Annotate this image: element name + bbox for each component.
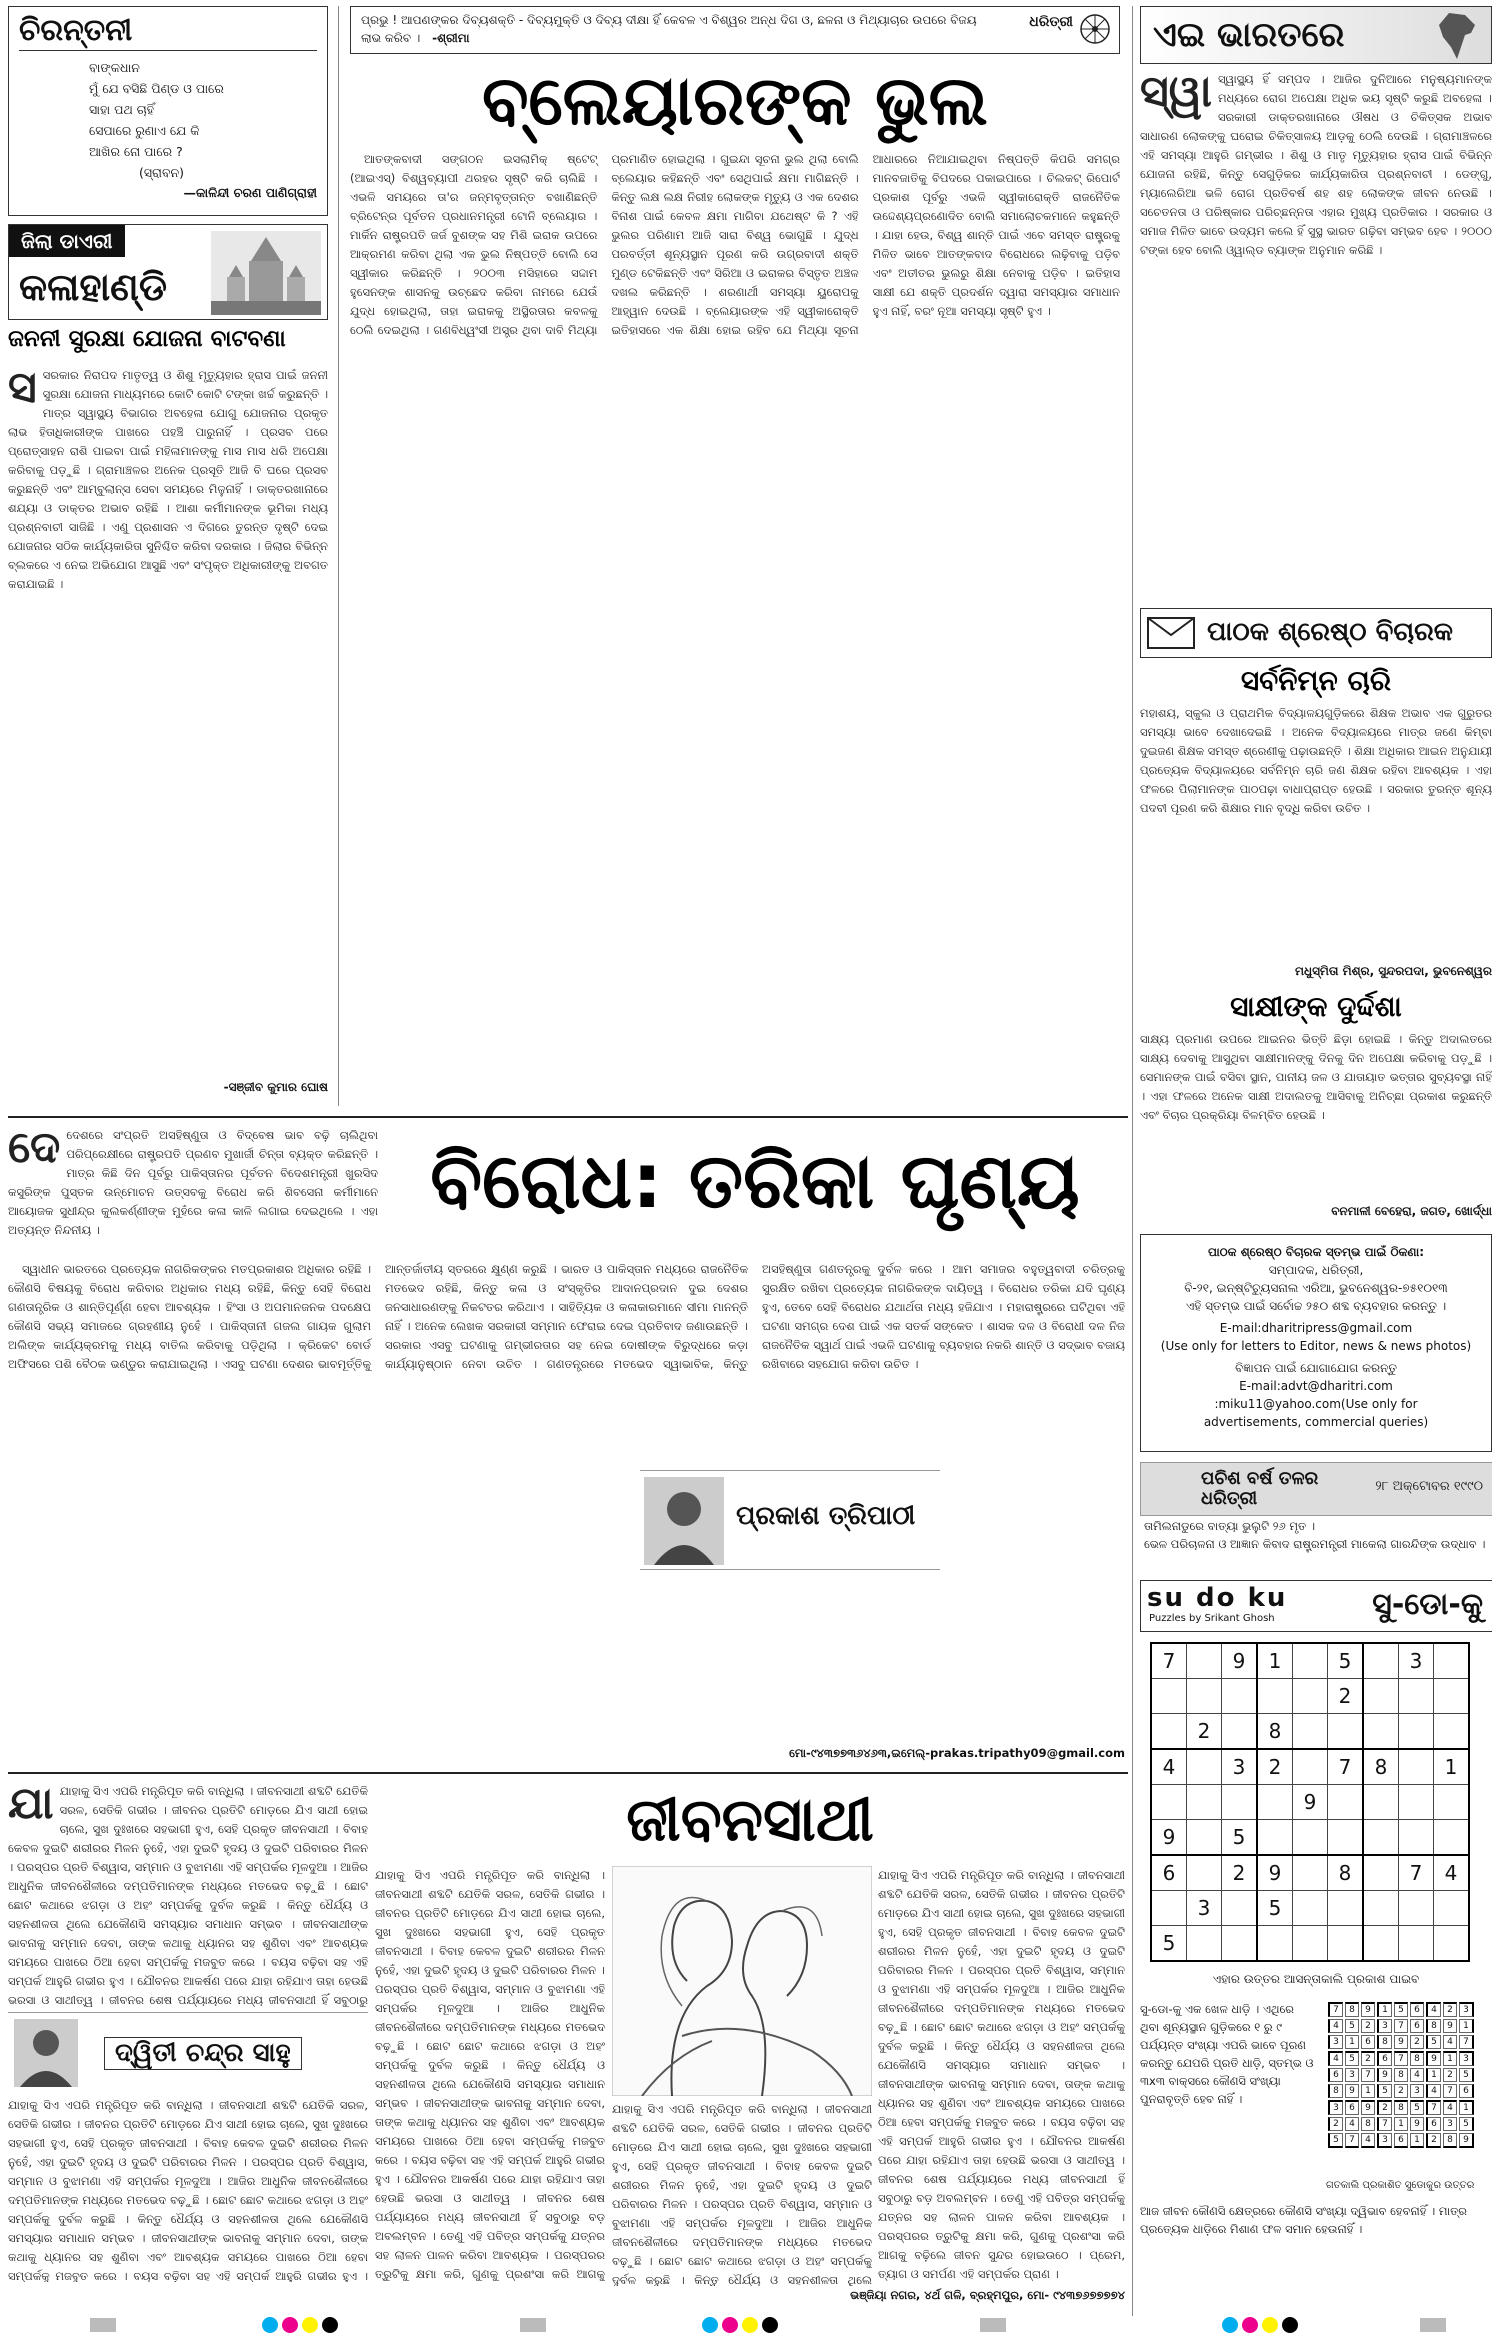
cyan-reg-mark (262, 2317, 278, 2333)
feature-author-contact: ଭଞ୍ଜିୟା ନଗର, ୪ର୍ଥ ଗଳି, ବ୍ରହ୍ମପୁର, ମୋ- ୯୪୩୭୬୭୭୭୭୪ (850, 2288, 1125, 2302)
letter1-title: ସର୍ବନିମ୍ନ ଚାରି (1240, 664, 1392, 697)
sudoku-grid-cell (1257, 1679, 1293, 1714)
sudoku-grid-cell: 3 (1399, 1643, 1434, 1679)
section-divider-2 (8, 1772, 1128, 1774)
sudoku-grid-cell (1328, 1926, 1364, 1962)
magenta-reg-mark (1242, 2317, 1258, 2333)
sudoku-grid-cell (1363, 1643, 1399, 1679)
solution-grid-cell: 6 (1459, 2084, 1474, 2098)
solution-grid-cell: 8 (1410, 2051, 1424, 2066)
solution-grid-cell: 9 (1426, 2051, 1441, 2066)
sudoku-grid-cell: 9 (1293, 1785, 1328, 1820)
sudoku-grid-cell (1434, 1785, 1470, 1820)
sudoku-grid-cell (1363, 1855, 1399, 1891)
author-byline-prakash (640, 1470, 940, 1570)
sudoku-brand-odia: ସୁ-ଡୋ-କୁ (1372, 1587, 1483, 1622)
solution-grid-cell: 4 (1328, 2051, 1343, 2066)
letters-banner (1140, 608, 1492, 658)
sudoku-tail: ଆଜ ଜୀବନ କୌଣସି କ୍ଷେତ୍ରରେ କୌଣସି ସଂଖ୍ୟା ଦ୍ୱିଭାବ ହେବନାହିଁ । ମାତ୍ର ପ୍ରତ୍ୟେକ ଧାଡ଼ିରେ ମିଶାଣ ଫଳ ସମାନ ହେଉନାହିଁ । (1140, 2204, 1468, 2236)
sudoku-grid-cell: 2 (1257, 1749, 1293, 1785)
solution-grid-cell: 5 (1377, 2084, 1392, 2098)
sudoku-grid-cell (1434, 1679, 1470, 1714)
sudoku-credit: Puzzles by Srikant Ghosh (1149, 1613, 1275, 1624)
envelope-icon (1147, 617, 1195, 649)
solution-grid-cell: 6 (1410, 2019, 1424, 2033)
temple-illustration (211, 231, 321, 315)
archive-box: ପଚିଶ ବର୍ଷ ତଳର ଧରିତ୍ରୀ ୨୮ ଅକ୍ଟୋବର ୧୯୯୦ ତାମିଲନାଡୁରେ ବାତ୍ୟା ଭୁଲୁଟି ୨୬ ମୃତ । ଭେଳ ପରିଚାଳନା ଓ ଆଜ୍ଞାନ କିବାଦ ରାଷ୍ଟ୍ରମନ୍ତ୍ରୀ ମାକେଲା ଗାରନ୍ଦିଙ୍କ ଉଦ୍ଧାବ । (1140, 1462, 1492, 1570)
solution-grid-cell: 3 (1328, 2100, 1343, 2115)
india-column-body: ସ୍ୱା ସ୍ୱାସ୍ଥ୍ୟ ହିଁ ସମ୍ପଦ । ଆଜିର ଦୁନିଆରେ ମନୁଷ୍ୟମାନଙ୍କ ମଧ୍ୟରେ ରୋଗ ଅପେକ୍ଷା ଅଧିକ ଭୟ ସୃଷ୍ଟି କରୁଛି ଅବହେଳା । ସରକାରୀ ଡାକ୍ତରଖାନାରେ ଔଷଧ ଓ ଚିକିତ୍ସକ ଅଭାବ ସାଧାରଣ ଲୋକଙ୍କୁ ଘରୋଇ ଚିକିତ୍ସାଳୟ ଆଡ଼କୁ ଠେଲି ଦେଉଛି । ଗ୍ରାମାଞ୍ଚଳରେ ଏହି ସମସ୍ୟା ଆହୁରି ଗମ୍ଭୀର । ଶିଶୁ ଓ ମାତୃ ମୃତ୍ୟୁହାର ହ୍ରାସ ପାଇଁ ବିଭିନ୍ନ ଯୋଜନା ରହିଛି, କିନ୍ତୁ ସେଗୁଡ଼ିକର କାର୍ଯ୍ୟକାରିତା ପ୍ରଶ୍ନବାଚୀ । ଡେଙ୍ଗୁ, ମ୍ୟାଲେରିଆ ଭଳି ରୋଗ ପ୍ରତିବର୍ଷ ଶହ ଶହ ଲୋକଙ୍କ ଜୀବନ ନେଉଛି । ସଚେତନତା ଓ ପରିଷ୍କାର ପରିଚ୍ଛନ୍ନତା ଏହାର ମୁଖ୍ୟ ପ୍ରତିକାର । ସରକାର ଓ ସମାଜ ମିଳିତ ଭାବେ ଉଦ୍ୟମ କଲେ ହିଁ ସୁସ୍ଥ ଭାରତ ଗଢ଼ିବା ସମ୍ଭବ ହେବ । ୨୦୦୦ ଟଙ୍କା ହେବ ବୋଲି ଓ୍ୱାଲ୍ଡ ବ୍ୟାଙ୍କ ଅନୁମାନ କରିଛି । (1140, 70, 1492, 257)
black-reg-mark (1282, 2317, 1298, 2333)
ads-email-link-2[interactable]: :miku11@yahoo.com(Use only for (1214, 1397, 1418, 1411)
sudoku-grid-cell (1222, 1891, 1258, 1926)
solution-grid-cell: 8 (1426, 2019, 1441, 2033)
yellow-reg-mark (742, 2317, 758, 2333)
cyan-reg-mark (1222, 2317, 1238, 2333)
feature-body-col3: ଯାହାକୁ ସିଏ ଏପରି ମନ୍ତ୍ରିପୂତ କରି ବାନ୍ଧିଲା । ଜୀବନସାଥୀ ଶବ୍ଦଟି ଯେତିକି ସରଳ, ସେତିକି ଗଭୀର । ଜୀବନର ପ୍ରତିଟି ମୋଡ଼ରେ ଯିଏ ସାଥୀ ହୋଇ ଚାଲେ, ସୁଖ ଦୁଃଖରେ ସହଭାଗୀ ହୁଏ, ସେହି ପ୍ରକୃତ ଜୀବନସାଥୀ । ବିବାହ କେବଳ ଦୁଇଟି ଶରୀରର ମିଳନ ନୁହେଁ, ଏହା ଦୁଇଟି ହୃଦୟ ଓ ଦୁଇଟି ପରିବାରର ମିଳନ । ପରସ୍ପର ପ୍ରତି ବିଶ୍ୱାସ, ସମ୍ମାନ ଓ ବୁଝାମଣା ଏହି ସମ୍ପର୍କର ମୂଳଦୁଆ । ଆଜିର ଆଧୁନିକ ଜୀବନଶୈଳୀରେ ଦମ୍ପତିମାନଙ୍କ ମଧ୍ୟରେ ମତଭେଦ ବଢ଼ୁଛି । ଛୋଟ ଛୋଟ କଥାରେ ଝଗଡ଼ା ଓ ଅହଂ ସମ୍ପର୍କକୁ ଦୁର୍ବଳ କରୁଛି । କିନ୍ତୁ ଧୈର୍ଯ୍ୟ ଓ ସହନଶୀଳତା ଥିଲେ (612, 2102, 872, 2286)
solution-grid-cell: 1 (1345, 2035, 1359, 2049)
solution-grid-cell: 5 (1410, 2100, 1424, 2115)
sudoku-grid-cell: 5 (1257, 1891, 1293, 1926)
solution-grid-cell: 9 (1394, 2035, 1408, 2049)
sudoku-grid-cell: 4 (1434, 1855, 1470, 1891)
solution-grid-cell: 2 (1377, 2100, 1392, 2115)
couple-illustration (612, 1866, 872, 2096)
magenta-reg-mark (722, 2317, 738, 2333)
sudoku-grid-cell: 7 (1151, 1643, 1187, 1679)
solution-grid-cell: 3 (1345, 2068, 1359, 2082)
letter2-title: ସାକ୍ଷୀଙ୍କ ଦୁର୍ଦ୍ଦଶା (1230, 990, 1402, 1023)
editorial2-author-name: ପ୍ରକାଶ ତ୍ରିପାଠୀ (736, 1501, 916, 1531)
feature-body-bottom: ଯାହାକୁ ସିଏ ଏପରି ମନ୍ତ୍ରିପୂତ କରି ବାନ୍ଧିଲା । ଜୀବନସାଥୀ ଶବ୍ଦଟି ଯେତିକି ସରଳ, ସେତିକି ଗଭୀର । ଜୀବନର ପ୍ରତିଟି ମୋଡ଼ରେ ଯିଏ ସାଥୀ ହୋଇ ଚାଲେ, ସୁଖ ଦୁଃଖରେ ସହଭାଗୀ ହୁଏ, ସେହି ପ୍ରକୃତ ଜୀବନସାଥୀ । ବିବାହ କେବଳ ଦୁଇଟି ଶରୀରର ମିଳନ ନୁହେଁ, ଏହା ଦୁଇଟି ହୃଦୟ ଓ ଦୁଇଟି ପରିବାରର ମିଳନ । ପରସ୍ପର ପ୍ରତି ବିଶ୍ୱାସ, ସମ୍ମାନ ଓ ବୁଝାମଣା ଏହି ସମ୍ପର୍କର ମୂଳଦୁଆ । ଆଜିର ଆଧୁନିକ ଜୀବନଶୈଳୀରେ ଦମ୍ପତିମାନଙ୍କ ମଧ୍ୟରେ ମତଭେଦ ବଢ଼ୁଛି । ଛୋଟ ଛୋଟ କଥାରେ ଝଗଡ଼ା ଓ ଅହଂ ସମ୍ପର୍କକୁ ଦୁର୍ବଳ କରୁଛି । କିନ୍ତୁ ଧୈର୍ଯ୍ୟ ଓ ସହନଶୀଳତା ଥିଲେ ଯେକୌଣସି ସମସ୍ୟାର ସମାଧାନ ସମ୍ଭବ । ଜୀବନସାଥୀଙ୍କ ଭାବନାକୁ ସମ୍ମାନ ଦେବା, ତାଙ୍କ କଥାକୁ ଧ୍ୟାନର ସହ ଶୁଣିବା ଏବଂ ଆବଶ୍ୟକ ସମୟରେ ପାଖରେ ଠିଆ ହେବା ସମ୍ପର୍କକୁ ମଜବୁତ କରେ । ବୟସ ବଢ଼ିବା ସହ ଏହି ସମ୍ପର୍କ ଆହୁରି ଗଭୀର ହୁଏ । (8, 2098, 368, 2282)
editorial1-body: ଆତଙ୍କବାଦୀ ସଙ୍ଗଠନ ଇସଲାମିକ୍ ଷ୍ଟେଟ୍ (ଆଇଏସ୍) ବିଶ୍ୱବ୍ୟାପୀ ଥରହର ସୃଷ୍ଟି କରି ଚାଲିଛି । ଏଭଳି ସମୟରେ ତା'ର ଜନ୍ମବୃତ୍ତାନ୍ତ ବଖାଣିଛନ୍ତି ବ୍ରିଟେନ୍‌ର ପୂର୍ବତନ ପ୍ରଧାନମନ୍ତ୍ରୀ ଟୋନି ବ୍ଲେୟାର । ମାର୍କିନ ରାଷ୍ଟ୍ରପତି ଜର୍ଜ ବୁଶଙ୍କ ସହ ମିଶି ଇରାକ ଉପରେ ଆକ୍ରମଣ କରିବା ଥିଲା ଏକ ଭୁଲ ନିଷ୍ପତ୍ତି ବୋଲି ସେ ସ୍ୱୀକାର କରିଛନ୍ତି । ୨୦୦୩ ମସିହାରେ ସଦ୍ଦାମ ହୁସେନଙ୍କ ଶାସନକୁ ଉଚ୍ଛେଦ କରିବା ନାମରେ ଯେଉଁ ଯୁଦ୍ଧ ହୋଇଥିଲା, ତାହା ଇରାକକୁ ଅସ୍ଥିରତାର କବଳକୁ ଠେଲି ଦେଇଥିଲା । ଗଣବିଧ୍ୱଂସୀ ଅସ୍ତ୍ର ଥିବା ଦାବି ମିଥ୍ୟା ପ୍ରମାଣିତ ହୋଇଥିଲା । ଗୁଇନ୍ଦା ସୂଚନା ଭୁଲ ଥିଲା ବୋଲି ବ୍ଲେୟାର କହିଛନ୍ତି ଏବଂ ସେଥିପାଇଁ କ୍ଷମା ମାଗିଛନ୍ତି । କିନ୍ତୁ ଲକ୍ଷ ଲକ୍ଷ ନିରୀହ ଲୋକଙ୍କ ମୃତ୍ୟୁ ଓ ଏକ ଦେଶର ବିନାଶ ପାଇଁ କେବଳ କ୍ଷମା ମାଗିବା ଯଥେଷ୍ଟ କି ? ଏହି ଭୁଲର ପରିଣାମ ଆଜି ସାରା ବିଶ୍ୱ ଭୋଗୁଛି । ଯୁଦ୍ଧ ପରବର୍ତ୍ତୀ ଶୂନ୍ୟସ୍ଥାନ ପୂରଣ କରି ଉଗ୍ରବାଦୀ ଶକ୍ତି ମୁଣ୍ଡ ଟେକିଛନ୍ତି ଏବଂ ସିରିଆ ଓ ଇରାକର ବିସ୍ତୃତ ଅଞ୍ଚଳ ଦଖଲ କରିଛନ୍ତି । ଶରଣାର୍ଥୀ ସମସ୍ୟା ୟୁରୋପକୁ ଆହ୍ୱାନ ଦେଉଛି । ବ୍ଲେୟାରଙ୍କ ଏହି ସ୍ୱୀକାରୋକ୍ତି ଇତିହାସରେ ଏକ ଶିକ୍ଷା ହୋଇ ରହିବ ଯେ ମିଥ୍ୟା ସୂଚନା ଆଧାରରେ ନିଆଯାଇଥିବା ନିଷ୍ପତ୍ତି କିପରି ସମଗ୍ର ମାନବଜାତିକୁ ବିପଦରେ ପକାଇପାରେ । ଚିଲକଟ୍ ରିପୋର୍ଟ ପ୍ରକାଶ ପୂର୍ବରୁ ଏଭଳି ସ୍ୱୀକାରୋକ୍ତି ରାଜନୈତିକ ଉଦ୍ଦେଶ୍ୟପ୍ରଣୋଦିତ ବୋଲି ସମାଲୋଚକମାନେ କହୁଛନ୍ତି । ଯାହା ହେଉ, ବିଶ୍ୱ ଶାନ୍ତି ପାଇଁ ଏବେ ସମସ୍ତ ରାଷ୍ଟ୍ରକୁ ମିଳିତ ଭାବେ ଆତଙ୍କବାଦ ବିରୋଧରେ ଲଢ଼ିବାକୁ ପଡ଼ିବ ଏବଂ ଅତୀତର ଭୁଲରୁ ଶିକ୍ଷା ନେବାକୁ ପଡ଼ିବ । ଇତିହାସ ସାକ୍ଷୀ ଯେ ଶକ୍ତି ପ୍ରଦର୍ଶନ ଦ୍ୱାରା ସମସ୍ୟାର ସମାଧାନ ହୁଏ ନାହିଁ, ବରଂ ନୂଆ ସମସ୍ୟା ସୃଷ୍ଟି ହୁଏ । (350, 152, 1120, 337)
solution-grid-cell: 2 (1410, 2035, 1424, 2049)
solution-grid-cell: 5 (1394, 2002, 1408, 2017)
solution-grid-cell: 6 (1377, 2051, 1392, 2066)
solution-grid-cell: 2 (1328, 2117, 1343, 2131)
solution-grid-cell: 9 (1377, 2068, 1392, 2082)
archive-banner (1140, 1462, 1492, 1516)
print-mark (520, 2318, 546, 2332)
solution-grid-cell: 6 (1361, 2035, 1375, 2049)
solution-grid-cell: 4 (1443, 2100, 1457, 2115)
solution-grid-cell: 2 (1443, 2002, 1457, 2017)
ads-email-link[interactable]: E-mail:advt@dharitri.com (1239, 1379, 1393, 1393)
sudoku-grid-cell (1328, 1785, 1364, 1820)
solution-grid-cell: 2 (1361, 2051, 1375, 2066)
feature-body-left: ଯା ଯାହାକୁ ସିଏ ଏପରି ମନ୍ତ୍ରିପୂତ କରି ବାନ୍ଧିଲା । ଜୀବନସାଥୀ ଶବ୍ଦଟି ଯେତିକି ସରଳ, ସେତିକି ଗଭୀର । ଜୀବନର ପ୍ରତିଟି ମୋଡ଼ରେ ଯିଏ ସାଥୀ ହୋଇ ଚାଲେ, ସୁଖ ଦୁଃଖରେ ସହଭାଗୀ ହୁଏ, ସେହି ପ୍ରକୃତ ଜୀବନସାଥୀ । ବିବାହ କେବଳ ଦୁଇଟି ଶରୀରର ମିଳନ ନୁହେଁ, ଏହା ଦୁଇଟି ହୃଦୟ ଓ ଦୁଇଟି ପରିବାରର ମିଳନ । ପରସ୍ପର ପ୍ରତି ବିଶ୍ୱାସ, ସମ୍ମାନ ଓ ବୁଝାମଣା ଏହି ସମ୍ପର୍କର ମୂଳଦୁଆ । ଆଜିର ଆଧୁନିକ ଜୀବନଶୈଳୀରେ ଦମ୍ପତିମାନଙ୍କ ମଧ୍ୟରେ ମତଭେଦ ବଢ଼ୁଛି । ଛୋଟ ଛୋଟ କଥାରେ ଝଗଡ଼ା ଓ ଅହଂ ସମ୍ପର୍କକୁ ଦୁର୍ବଳ କରୁଛି । କିନ୍ତୁ ଧୈର୍ଯ୍ୟ ଓ ସହନଶୀଳତା ଥିଲେ ଯେକୌଣସି ସମସ୍ୟାର ସମାଧାନ ସମ୍ଭବ । ଜୀବନସାଥୀଙ୍କ ଭାବନାକୁ ସମ୍ମାନ ଦେବା, ତାଙ୍କ କଥାକୁ ଧ୍ୟାନର ସହ ଶୁଣିବା ଏବଂ ଆବଶ୍ୟକ ସମୟରେ ପାଖରେ ଠିଆ ହେବା ସମ୍ପର୍କକୁ ମଜବୁତ କରେ । ବୟସ ବଢ଼ିବା ସହ ଏହି ସମ୍ପର୍କ ଆହୁରି ଗଭୀର ହୁଏ । ଯୌବନର ଆକର୍ଷଣ ପରେ ଯାହା ରହିଯାଏ ତାହା ହେଉଛି ଭରସା ଓ ସାଥୀତ୍ୱ । ଜୀବନର ଶେଷ ପର୍ଯ୍ୟାୟରେ ମଧ୍ୟ ଜୀବନସାଥୀ ହିଁ ସବୁଠାରୁ (8, 1782, 368, 2007)
quote-box (350, 6, 1120, 54)
sudoku-grid (1150, 1642, 1470, 1962)
feature-author-byline (8, 2012, 368, 2090)
sudoku-grid-cell (1222, 1679, 1258, 1714)
solution-grid-cell: 3 (1377, 2133, 1392, 2148)
archive-date: ୨୮ ଅକ୍ଟୋବର ୧୯୯୦ (1375, 1479, 1483, 1494)
sudoku-grid-cell (1293, 1749, 1328, 1785)
quote-paper-name: ଧରିତ୍ରୀ (1029, 14, 1073, 30)
solution-grid-wrap (1326, 2000, 1476, 2150)
solution-grid-cell: 7 (1328, 2002, 1343, 2017)
solution-grid-cell: 1 (1426, 2068, 1441, 2082)
india-column-header (1140, 6, 1492, 64)
column-rule (338, 6, 339, 1106)
solution-grid-cell: 4 (1328, 2019, 1343, 2033)
sudoku-grid-cell (1187, 1855, 1222, 1891)
solution-grid-cell: 7 (1377, 2117, 1392, 2131)
solution-grid-cell: 4 (1410, 2068, 1424, 2082)
solution-grid-cell: 4 (1426, 2002, 1441, 2017)
solution-grid-cell: 1 (1459, 2019, 1474, 2033)
solution-grid-cell: 9 (1410, 2117, 1424, 2131)
author-photo (644, 1477, 724, 1565)
sudoku-grid-cell (1434, 1926, 1470, 1962)
sudoku-grid-cell: 3 (1222, 1749, 1258, 1785)
black-reg-mark (322, 2317, 338, 2333)
drop-cap: ସ (8, 366, 37, 413)
letter2-author: ବନମାଳୀ ବେହେରା, ଜଗତ, ଖୋର୍ଦ୍ଧା (1331, 1204, 1492, 1218)
poem-box (8, 6, 328, 216)
editorial2-headline: ବିରୋଧ: ତରିକା ଘୃଣ୍ୟ (430, 1136, 1080, 1225)
solution-grid-cell: 6 (1410, 2002, 1424, 2017)
sudoku-grid-cell (1434, 1714, 1470, 1750)
solution-grid-cell: 3 (1328, 2035, 1343, 2049)
feature-author-photo (14, 2019, 78, 2087)
solution-grid-cell: 6 (1426, 2117, 1441, 2131)
print-mark (90, 2318, 116, 2332)
sudoku-grid-cell (1222, 1785, 1258, 1820)
sudoku-grid-cell: 7 (1328, 1749, 1364, 1785)
sudoku-grid-cell: 9 (1257, 1855, 1293, 1891)
right-column-rule (1132, 6, 1133, 2316)
sudoku-grid-cell (1328, 1714, 1364, 1750)
sudoku-grid-cell: 8 (1257, 1714, 1293, 1750)
solution-grid-cell: 8 (1361, 2117, 1375, 2131)
sudoku-grid-cell (1257, 1785, 1293, 1820)
sudoku-grid-cell (1187, 1749, 1222, 1785)
poem-title: ଚିରନ୍ତନୀ (19, 13, 317, 51)
editorial2-contact: ମୋ-୯୪୩୭୭୩୬୪୬୩,ଇମେଲ୍-prakas.tripathy09@gmail.com (789, 1746, 1125, 1760)
solution-grid-cell: 5 (1328, 2133, 1343, 2148)
diary-district: କଳାହାଣ୍ଡି (19, 265, 168, 309)
sudoku-brand: su do ku (1147, 1583, 1288, 1613)
solution-grid-cell: 7 (1361, 2068, 1375, 2082)
letter1-author: ମଧୁସ୍ମିତା ମିଶ୍ର, ସୁନ୍ଦରପଦା, ଭୁବନେଶ୍ୱର (1294, 964, 1492, 978)
solution-grid-cell: 4 (1345, 2117, 1359, 2131)
solution-grid-cell: 2 (1361, 2019, 1375, 2033)
sudoku-grid-cell (1187, 1820, 1222, 1856)
solution-grid-cell: 9 (1361, 2100, 1375, 2115)
wheel-icon (1079, 13, 1111, 45)
sudoku-grid-cell: 5 (1328, 1643, 1364, 1679)
sudoku-grid-cell (1293, 1926, 1328, 1962)
sudoku-header (1140, 1580, 1492, 1632)
sudoku-grid-cell (1328, 1820, 1364, 1856)
sudoku-grid-cell: 8 (1328, 1855, 1364, 1891)
solution-grid-cell: 8 (1394, 2068, 1408, 2082)
contact-box: ପାଠକ ଶ୍ରେଷ୍ଠ ବିଚାରକ ସ୍ତମ୍ଭ ପାଇଁ ଠିକଣା: ସମ୍ପାଦକ, ଧରିତ୍ରୀ, ବି-୨୧, ଇନ୍‌ଷ୍ଟିଚ୍ୟୁସନାଲ ଏରିଆ, ଭୁବନେଶ୍ୱର-୭୫୧୦୧୩ ଏହି ସ୍ତମ୍ଭ ପାଇଁ ସର୍ବୋଚ୍ଚ ୨୫୦ ଶବ୍ଦ ବ୍ୟବହାର କରନ୍ତୁ । E-mail:dharitripress@gmail.com (Use only for letters to Editor, news & news photos) ବିଜ୍ଞାପନ ପାଇଁ ଯୋଗାଯୋଗ କରନ୍ତୁ E-mail:advt@dharitri.com :miku11@yahoo.com(Use only for advertisements, commercial queries) (1140, 1234, 1492, 1452)
diary-label: ଜିଲା ଡାଏରୀ (9, 225, 125, 257)
solution-grid-cell: 1 (1410, 2133, 1424, 2148)
sudoku-grid-cell (1399, 1926, 1434, 1962)
archive-title: ପଚିଶ ବର୍ଷ ତଳର ଧରିତ୍ରୀ (1201, 1468, 1319, 1509)
solution-grid-cell: 9 (1345, 2084, 1359, 2098)
editorial2-body: ସ୍ୱାଧୀନ ଭାରତରେ ପ୍ରତ୍ୟେକ ନାଗରିକଙ୍କର ମତପ୍ରକାଶର ଅଧିକାର ରହିଛି । କୌଣସି ବିଷୟକୁ ବିରୋଧ କରିବାର ଅଧିକାର ମଧ୍ୟ ରହିଛି, କିନ୍ତୁ ସେହି ବିରୋଧ ଗଣତାନ୍ତ୍ରିକ ଓ ଶାନ୍ତିପୂର୍ଣ୍ଣ ହେବା ଆବଶ୍ୟକ । ହିଂସା ଓ ଅପମାନଜନକ ପଦକ୍ଷେପ କୌଣସି ସଭ୍ୟ ସମାଜରେ ଗ୍ରହଣୀୟ ନୁହେଁ । ପାକିସ୍ତାନୀ ଗଜଲ ଗାୟକ ଗୁଲାମ ଅଲିଙ୍କ କାର୍ଯ୍ୟକ୍ରମକୁ ମଧ୍ୟ ବାତିଲ କରିବାକୁ ପଡ଼ିଥିଲା । କ୍ରିକେଟ ବୋର୍ଡ ଅଫିସରେ ପଶି ବୈଠକ ଭଣ୍ଡୁର କରାଯାଇଥିଲା । ଏସବୁ ଘଟଣା ଦେଶର ଭାବମୂର୍ତ୍ତିକୁ ଆନ୍ତର୍ଜାତୀୟ ସ୍ତରରେ କ୍ଷୁଣ୍ଣ କରୁଛି । ଭାରତ ଓ ପାକିସ୍ତାନ ମଧ୍ୟରେ ରାଜନୈତିକ ମତଭେଦ ରହିଛି, କିନ୍ତୁ କଳା ଓ ସଂସ୍କୃତିର ଆଦାନପ୍ରଦାନ ଦୁଇ ଦେଶର ଜନସାଧାରଣଙ୍କୁ ନିକଟତର କରିଥାଏ । ସାହିତ୍ୟିକ ଓ କଳାକାରମାନେ ସୀମା ମାନନ୍ତି ନାହିଁ । ଅନେକ ଲେଖକ ସରକାରୀ ସମ୍ମାନ ଫେରାଇ ଦେଇ ପ୍ରତିବାଦ ଜଣାଉଛନ୍ତି । ସରକାର ଏସବୁ ଘଟଣାକୁ ଗମ୍ଭୀରତାର ସହ ନେଇ ଦୋଷୀଙ୍କ ବିରୁଦ୍ଧରେ କଡ଼ା କାର୍ଯ୍ୟାନୁଷ୍ଠାନ ନେବା ଉଚିତ । ଗଣତନ୍ତ୍ରରେ ମତଭେଦ ସ୍ୱାଭାବିକ, କିନ୍ତୁ ଅସହିଷ୍ଣୁତା ଗଣତନ୍ତ୍ରକୁ ଦୁର୍ବଳ କରେ । ଆମ ସମାଜର ବହୁତ୍ୱବାଦୀ ଚରିତ୍ରକୁ ସୁରକ୍ଷିତ ରଖିବା ପ୍ରତ୍ୟେକ ନାଗରିକଙ୍କ ଦାୟିତ୍ୱ । ବିରୋଧର ତରିକା ଯଦି ଘୃଣ୍ୟ ହୁଏ, ତେବେ ସେହି ବିରୋଧର ଯଥାର୍ଥତା ମଧ୍ୟ ହଜିଯାଏ । ମହାରାଷ୍ଟ୍ରରେ ଘଟିଥିବା ଏହି ଘଟଣା ସମଗ୍ର ଦେଶ ପାଇଁ ଏକ ସତର୍କ ସଙ୍କେତ । ଶାସକ ଦଳ ଓ ବିରୋଧୀ ଦଳ ନିଜ ରାଜନୈତିକ ସ୍ୱାର୍ଥ ପାଇଁ ଏଭଳି ଘଟଣାକୁ ବ୍ୟବହାର ନକରି ଶାନ୍ତି ଓ ସଦ୍ଭାବ ବଜାୟ ରଖିବାରେ ସହଯୋଗ କରିବା ଉଚିତ । (8, 1262, 1125, 1371)
sudoku-grid-cell: 3 (1187, 1891, 1222, 1926)
sudoku-grid-cell (1434, 1643, 1470, 1679)
sudoku-grid-cell: 2 (1328, 1679, 1364, 1714)
letter1-body: ମହାଶୟ, ସ୍କୁଲ ଓ ପ୍ରାଥମିକ ବିଦ୍ୟାଳୟଗୁଡ଼ିକରେ ଶିକ୍ଷକ ଅଭାବ ଏକ ଗୁରୁତର ସମସ୍ୟା ଭାବେ ଦେଖାଦେଇଛି । ଅନେକ ବିଦ୍ୟାଳୟରେ ମାତ୍ର ଜଣେ କିମ୍ବା ଦୁଇଜଣ ଶିକ୍ଷକ ସମସ୍ତ ଶ୍ରେଣୀକୁ ପଢ଼ାଉଛନ୍ତି । ଶିକ୍ଷା ଅଧିକାର ଆଇନ ଅନୁଯାୟୀ ପ୍ରତ୍ୟେକ ବିଦ୍ୟାଳୟରେ ସର୍ବନିମ୍ନ ଚାରି ଜଣ ଶିକ୍ଷକ ରହିବା ଆବଶ୍ୟକ । ଏହା ଫଳରେ ପିଲାମାନଙ୍କ ପାଠପଢ଼ା ବାଧାପ୍ରାପ୍ତ ହେଉଛି । ସରକାର ତୁରନ୍ତ ଶୂନ୍ୟ ପଦବୀ ପୂରଣ କରି ଶିକ୍ଷାର ମାନ ବୃଦ୍ଧି କରିବା ଉଚିତ । (1140, 706, 1492, 815)
sudoku-grid-cell (1363, 1820, 1399, 1856)
sudoku-grid-cell (1399, 1785, 1434, 1820)
solution-grid-cell: 4 (1443, 2035, 1457, 2049)
solution-grid (1326, 2000, 1476, 2150)
solution-grid-cell: 1 (1394, 2117, 1408, 2131)
sudoku-grid-cell: 9 (1151, 1820, 1187, 1856)
quote-author: -ଶ୍ରୀମା (432, 31, 470, 45)
solution-grid-cell: 8 (1443, 2133, 1457, 2148)
sudoku-grid-cell: 5 (1222, 1820, 1258, 1856)
feature-author-name: ଦ୍ୱିତୀ ଚନ୍ଦ୍ର ସାହୁ (104, 2037, 302, 2070)
solution-grid-cell: 3 (1443, 2117, 1457, 2131)
solution-grid-cell: 2 (1394, 2084, 1408, 2098)
solution-grid-cell: 4 (1426, 2084, 1441, 2098)
solution-grid-cell: 8 (1394, 2100, 1408, 2115)
solution-grid-cell: 7 (1394, 2051, 1408, 2066)
sudoku-grid-cell (1151, 1679, 1187, 1714)
sudoku-grid-cell (1399, 1714, 1434, 1750)
sudoku-grid-cell: 2 (1222, 1855, 1258, 1891)
sudoku-grid-cell: 1 (1434, 1749, 1470, 1785)
editor-email-link[interactable]: E-mail:dharitripress@gmail.com (1219, 1321, 1413, 1335)
solution-grid-cell: 4 (1361, 2133, 1375, 2148)
sudoku-grid-cell: 7 (1399, 1855, 1434, 1891)
solution-grid-cell: 5 (1345, 2019, 1359, 2033)
sudoku-grid-cell (1257, 1820, 1293, 1856)
sudoku-grid-cell: 8 (1363, 1749, 1399, 1785)
solution-grid-cell: 5 (1345, 2051, 1359, 2066)
solution-grid-cell: 7 (1443, 2084, 1457, 2098)
letter2-body: ସାକ୍ଷ୍ୟ ପ୍ରମାଣ ଉପରେ ଆଇନର ଭିତ୍ତି ଛିଡ଼ା ହୋଇଛି । କିନ୍ତୁ ଅଦାଲତରେ ସାକ୍ଷ୍ୟ ଦେବାକୁ ଆସୁଥିବା ସାକ୍ଷୀମାନଙ୍କୁ ଦିନକୁ ଦିନ ଅପେକ୍ଷା କରିବାକୁ ପଡ଼ୁଛି । ସେମାନଙ୍କ ପାଇଁ ବସିବା ସ୍ଥାନ, ପାନୀୟ ଜଳ ଓ ଯାତାୟାତ ଭତ୍ତାର ସୁବ୍ୟବସ୍ଥା ନାହିଁ । ଏହା ଫଳରେ ଅନେକ ସାକ୍ଷୀ ଅଦାଲତକୁ ଆସିବାକୁ ଅନିଚ୍ଛା ପ୍ରକାଶ କରୁଛନ୍ତି ଏବଂ ବିଚାର ପ୍ରକ୍ରିୟା ବିଳମ୍ବିତ ହେଉଛି । (1140, 1032, 1492, 1122)
india-column-title: ଏଇ ଭାରତରେ (1153, 15, 1345, 55)
district-diary-banner (8, 224, 328, 320)
solution-grid-cell: 5 (1459, 2117, 1474, 2131)
diary-author: -ସଞ୍ଜୀବ କୁମାର ଘୋଷ (223, 1080, 328, 1094)
solution-grid-cell: 2 (1443, 2068, 1457, 2082)
feature-body-col2: ଯାହାକୁ ସିଏ ଏପରି ମନ୍ତ୍ରିପୂତ କରି ବାନ୍ଧିଲା । ଜୀବନସାଥୀ ଶବ୍ଦଟି ଯେତିକି ସରଳ, ସେତିକି ଗଭୀର । ଜୀବନର ପ୍ରତିଟି ମୋଡ଼ରେ ଯିଏ ସାଥୀ ହୋଇ ଚାଲେ, ସୁଖ ଦୁଃଖରେ ସହଭାଗୀ ହୁଏ, ସେହି ପ୍ରକୃତ ଜୀବନସାଥୀ । ବିବାହ କେବଳ ଦୁଇଟି ଶରୀରର ମିଳନ ନୁହେଁ, ଏହା ଦୁଇଟି ହୃଦୟ ଓ ଦୁଇଟି ପରିବାରର ମିଳନ । ପରସ୍ପର ପ୍ରତି ବିଶ୍ୱାସ, ସମ୍ମାନ ଓ ବୁଝାମଣା ଏହି ସମ୍ପର୍କର ମୂଳଦୁଆ । ଆଜିର ଆଧୁନିକ ଜୀବନଶୈଳୀରେ ଦମ୍ପତିମାନଙ୍କ ମଧ୍ୟରେ ମତଭେଦ ବଢ଼ୁଛି । ଛୋଟ ଛୋଟ କଥାରେ ଝଗଡ଼ା ଓ ଅହଂ ସମ୍ପର୍କକୁ ଦୁର୍ବଳ କରୁଛି । କିନ୍ତୁ ଧୈର୍ଯ୍ୟ ଓ ସହନଶୀଳତା ଥିଲେ ଯେକୌଣସି ସମସ୍ୟାର ସମାଧାନ ସମ୍ଭବ । ଜୀବନସାଥୀଙ୍କ ଭାବନାକୁ ସମ୍ମାନ ଦେବା, ତାଙ୍କ କଥାକୁ ଧ୍ୟାନର ସହ ଶୁଣିବା ଏବଂ ଆବଶ୍ୟକ ସମୟରେ ପାଖରେ ଠିଆ ହେବା ସମ୍ପର୍କକୁ ମଜବୁତ କରେ । ବୟସ ବଢ଼ିବା ସହ ଏହି ସମ୍ପର୍କ ଆହୁରି ଗଭୀର ହୁଏ । ଯୌବନର ଆକର୍ଷଣ ପରେ ଯାହା ରହିଯାଏ ତାହା ହେଉଛି ଭରସା ଓ ସାଥୀତ୍ୱ । ଜୀବନର ଶେଷ ପର୍ଯ୍ୟାୟରେ ମଧ୍ୟ ଜୀବନସାଥୀ ହିଁ ସବୁଠାରୁ ବଡ଼ ଅବଲମ୍ବନ । ତେଣୁ ଏହି ପବିତ୍ର ସମ୍ପର୍କକୁ ଯତ୍ନର ସହ ଲାଳନ ପାଳନ କରିବା ଆବଶ୍ୟକ । ପରସ୍ପରର ତ୍ରୁଟିକୁ କ୍ଷମା କରି, ଗୁଣକୁ ପ୍ରଶଂସା କରି ଆଗକୁ ବଢ଼ିଲେ ଜୀବନ ସୁନ୍ଦର ହୋଇଉଠେ । ପ୍ରେମ, ତ୍ୟାଗ ଓ ସମର୍ପଣ ଏହି ସମ୍ପର୍କର ପ୍ରାଣ । (878, 1868, 1125, 2281)
sudoku-grid-cell (1363, 1891, 1399, 1926)
solution-grid-cell: 7 (1394, 2019, 1408, 2033)
yellow-reg-mark (302, 2317, 318, 2333)
sudoku-grid-cell (1363, 1714, 1399, 1750)
solution-grid-cell: 6 (1328, 2068, 1343, 2082)
sudoku-grid-cell (1257, 1926, 1293, 1962)
sudoku-grid-cell: 5 (1151, 1926, 1187, 1962)
sudoku-grid-cell (1151, 1891, 1187, 1926)
solution-grid-cell: 1 (1377, 2002, 1392, 2017)
black-reg-mark (762, 2317, 778, 2333)
solution-grid-cell: 3 (1410, 2084, 1424, 2098)
solution-grid-cell: 1 (1459, 2100, 1474, 2115)
editorial2-lead: ଦେ ଦେଶରେ ସଂପ୍ରତି ଅସହିଷ୍ଣୁତା ଓ ବିଦ୍ବେଷ ଭାବ ବଢ଼ି ଚାଲିଥିବା ପରିପ୍ରେକ୍ଷୀରେ ରାଷ୍ଟ୍ରପତି ପ୍ରଣବ ମୁଖାର୍ଜୀ ଚିନ୍ତା ବ୍ୟକ୍ତ କରିଛନ୍ତି । ମାତ୍ର କିଛି ଦିନ ପୂର୍ବରୁ ପାକିସ୍ତାନର ପୂର୍ବତନ ବିଦେଶମନ୍ତ୍ରୀ ଖୁରସିଦ କସୁରିଙ୍କ ପୁସ୍ତକ ଉନ୍ମୋଚନ ଉତ୍ସବକୁ ବିରୋଧ କରି ଶିବସେନା କର୍ମୀମାନେ ଆୟୋଜକ ସୁଧୀନ୍ଦ୍ର କୁଲକର୍ଣ୍ଣୀଙ୍କ ମୁହଁରେ କଳା କାଳି ଲଗାଇ ଦେଇଥିଲେ । ଏହା ଅତ୍ୟନ୍ତ ନିନ୍ଦନୀୟ । (8, 1126, 378, 1237)
sudoku-grid-cell (1363, 1679, 1399, 1714)
sudoku-grid-cell (1187, 1643, 1222, 1679)
solution-grid-cell: 5 (1459, 2068, 1474, 2082)
solution-grid-cell: 7 (1426, 2100, 1441, 2115)
feature-headline: ଜୀବନସାଥୀ (626, 1785, 874, 1855)
solution-grid-cell: 9 (1459, 2133, 1474, 2148)
editorial1-headline: ବ୍ଲେୟାରଙ୍କ ଭୁଲ (482, 62, 988, 141)
sudoku-grid-cell: 1 (1257, 1643, 1293, 1679)
print-mark (980, 2318, 1006, 2332)
yellow-reg-mark (1262, 2317, 1278, 2333)
sudoku-section (1140, 1580, 1492, 2310)
solution-grid-cell: 1 (1443, 2051, 1457, 2066)
diary-body: ସ ସରକାର ନିରାପଦ ମାତୃତ୍ୱ ଓ ଶିଶୁ ମୃତ୍ୟୁହାର ହ୍ରାସ ପାଇଁ ଜନନୀ ସୁରକ୍ଷା ଯୋଜନା ମାଧ୍ୟମରେ କୋଟି କୋଟି ଟଙ୍କା ଖର୍ଚ୍ଚ କରୁଛନ୍ତି । ମାତ୍ର ସ୍ୱାସ୍ଥ୍ୟ ବିଭାଗର ଅବହେଳା ଯୋଗୁ ଯୋଜନାର ପ୍ରକୃତ ଲାଭ ହିତାଧିକାରୀଙ୍କ ପାଖରେ ପହଞ୍ଚି ପାରୁନାହିଁ । ପ୍ରସବ ପରେ ପ୍ରୋତ୍ସାହନ ରାଶି ପାଇବା ପାଇଁ ମହିଳାମାନଙ୍କୁ ମାସ ମାସ ଧରି ଅପେକ୍ଷା କରିବାକୁ ପଡ଼ୁଛି । ଗ୍ରାମାଞ୍ଚଳର ଅନେକ ପ୍ରସୂତି ଆଜି ବି ଘରେ ପ୍ରସବ କରୁଛନ୍ତି ଏବଂ ଆମ୍ବୁଲାନ୍ସ ସେବା ସମୟରେ ମିଳୁନାହିଁ । ଡାକ୍ତରଖାନାରେ ଶଯ୍ୟା ଓ ଡାକ୍ତର ଅଭାବ ରହିଛି । ଆଶା କର୍ମୀମାନଙ୍କ ଭୂମିକା ମଧ୍ୟ ପ୍ରଶ୍ନବାଚୀ ସାଜିଛି । ଏଣୁ ପ୍ରଶାସନ ଏ ଦିଗରେ ତୁରନ୍ତ ଦୃଷ୍ଟି ଦେଇ ଯୋଜନାର ସଠିକ କାର୍ଯ୍ୟକାରିତା ସୁନିଶ୍ଚିତ କରିବା ଦରକାର । ଜିଲାର ବିଭିନ୍ନ ବ୍ଲକରେ ଏ ନେଇ ଅଭିଯୋଗ ଆସୁଛି ଏବଂ ସଂପୃକ୍ତ ଅଧିକାରୀଙ୍କୁ ଅବଗତ କରାଯାଇଛି । (8, 366, 328, 591)
solution-grid-cell: 2 (1426, 2133, 1441, 2148)
sudoku-grid-cell (1293, 1855, 1328, 1891)
sudoku-grid-cell (1363, 1785, 1399, 1820)
print-mark (1420, 2318, 1446, 2332)
sudoku-grid-cell (1293, 1679, 1328, 1714)
sudoku-grid-cell (1399, 1891, 1434, 1926)
cyan-reg-mark (702, 2317, 718, 2333)
sudoku-grid-cell (1222, 1926, 1258, 1962)
sudoku-grid-cell: 2 (1187, 1714, 1222, 1750)
sudoku-note: ଏହାର ଉତ୍ତର ଆସନ୍ତାକାଲି ପ୍ରକାଶ ପାଇବ (1212, 1972, 1420, 1986)
solution-grid-cell: 7 (1345, 2133, 1359, 2148)
letters-banner-title: ପାଠକ ଶ୍ରେଷ୍ଠ ବିଚାରକ (1207, 617, 1454, 647)
sudoku-grid-cell (1222, 1714, 1258, 1750)
solution-grid-cell: 6 (1394, 2133, 1408, 2148)
solution-note: ଗତକାଲି ପ୍ରକାଶିତ ସୁଡୋକୁର ଉତ୍ତର (1326, 2180, 1475, 2191)
solution-grid-cell: 5 (1426, 2035, 1441, 2049)
solution-grid-cell: 8 (1377, 2035, 1392, 2049)
sudoku-grid-cell (1187, 1679, 1222, 1714)
sudoku-grid-cell (1363, 1926, 1399, 1962)
sudoku-grid-cell (1328, 1891, 1364, 1926)
solution-grid-cell: 3 (1459, 2051, 1474, 2066)
solution-grid-cell: 8 (1345, 2002, 1359, 2017)
sudoku-rules: ସୁ-ଡୋ-କୁ ଏକ ଖେଳ ଧାଡ଼ି । ଏଥିରେ ଥିବା ଶୂନ୍ୟସ୍ଥାନ ଗୁଡ଼ିକରେ ୧ ରୁ ୯ ପର୍ଯ୍ୟନ୍ତ ସଂଖ୍ୟା ଏପରି ଭାବେ ପୂରଣ କରନ୍ତୁ ଯେପରି ପ୍ରତି ଧାଡ଼ି, ସ୍ତମ୍ଭ ଓ ୩x୩ ବାକ୍ସରେ କୌଣସି ସଂଖ୍ୟା ପୁନରାବୃତ୍ତି ହେବ ନାହିଁ । (1140, 2002, 1314, 2106)
sudoku-grid-cell (1151, 1714, 1187, 1750)
poem-author: —କାଳିନ୍ଦୀ ଚରଣ ପାଣିଗ୍ରାହୀ (183, 185, 317, 200)
sudoku-grid-cell (1293, 1714, 1328, 1750)
solution-grid-cell: 3 (1377, 2019, 1392, 2033)
sudoku-grid-cell: 9 (1222, 1643, 1258, 1679)
sudoku-grid-cell (1399, 1820, 1434, 1856)
sudoku-grid-cell (1434, 1891, 1470, 1926)
sudoku-grid-cell (1151, 1785, 1187, 1820)
poem-lines: ବାଙ୍କଧାନ ମୁଁ ଯେ ବସିଛି ପିଣ୍ଡ ଓ ପାରେ ସାହା ପଥ ଚାହିଁ ସେପାରେ ରୁଣାଏ ଯେ କି ଆଖିର ନୋ ପାରେ ? (ସ୍ରାବନ) (89, 60, 224, 180)
quote-text: ପ୍ରଭୁ ! ଆପଣଙ୍କର ଦିବ୍ୟଶକ୍ତି - ଦିବ୍ୟମୁକ୍ତି ଓ ଦିବ୍ୟ ଦୀକ୍ଷା ହିଁ କେବଳ ଏ ବିଶ୍ୱର ଅନ୍ଧ ଦିଗ ଓ, ଛଳନା ଓ ମିଥ୍ୟାଚାର ଉପରେ ବିଜୟ ଲାଭ କରିବ । (361, 13, 977, 45)
diary-headline: ଜନନୀ ସୁରକ୍ଷା ଯୋଜନା ବାଟବଣା (8, 326, 286, 352)
sudoku-grid-cell (1434, 1820, 1470, 1856)
solution-grid-cell: 9 (1443, 2019, 1457, 2033)
solution-grid-cell: 9 (1361, 2002, 1375, 2017)
feature-body-col1: ଯାହାକୁ ସିଏ ଏପରି ମନ୍ତ୍ରିପୂତ କରି ବାନ୍ଧିଲା । ଜୀବନସାଥୀ ଶବ୍ଦଟି ଯେତିକି ସରଳ, ସେତିକି ଗଭୀର । ଜୀବନର ପ୍ରତିଟି ମୋଡ଼ରେ ଯିଏ ସାଥୀ ହୋଇ ଚାଲେ, ସୁଖ ଦୁଃଖରେ ସହଭାଗୀ ହୁଏ, ସେହି ପ୍ରକୃତ ଜୀବନସାଥୀ । ବିବାହ କେବଳ ଦୁଇଟି ଶରୀରର ମିଳନ ନୁହେଁ, ଏହା ଦୁଇଟି ହୃଦୟ ଓ ଦୁଇଟି ପରିବାରର ମିଳନ । ପରସ୍ପର ପ୍ରତି ବିଶ୍ୱାସ, ସମ୍ମାନ ଓ ବୁଝାମଣା ଏହି ସମ୍ପର୍କର ମୂଳଦୁଆ । ଆଜିର ଆଧୁନିକ ଜୀବନଶୈଳୀରେ ଦମ୍ପତିମାନଙ୍କ ମଧ୍ୟରେ ମତଭେଦ ବଢ଼ୁଛି । ଛୋଟ ଛୋଟ କଥାରେ ଝଗଡ଼ା ଓ ଅହଂ ସମ୍ପର୍କକୁ ଦୁର୍ବଳ କରୁଛି । କିନ୍ତୁ ଧୈର୍ଯ୍ୟ ଓ ସହନଶୀଳତା ଥିଲେ ଯେକୌଣସି ସମସ୍ୟାର ସମାଧାନ ସମ୍ଭବ । ଜୀବନସାଥୀଙ୍କ ଭାବନାକୁ ସମ୍ମାନ ଦେବା, ତାଙ୍କ କଥାକୁ ଧ୍ୟାନର ସହ ଶୁଣିବା ଏବଂ ଆବଶ୍ୟକ ସମୟରେ ପାଖରେ ଠିଆ ହେବା ସମ୍ପର୍କକୁ ମଜବୁତ କରେ । ବୟସ ବଢ଼ିବା ସହ ଏହି ସମ୍ପର୍କ ଆହୁରି ଗଭୀର ହୁଏ । ଯୌବନର ଆକର୍ଷଣ ପରେ ଯାହା ରହିଯାଏ ତାହା ହେଉଛି ଭରସା ଓ ସାଥୀତ୍ୱ । ଜୀବନର ଶେଷ ପର୍ଯ୍ୟାୟରେ ମଧ୍ୟ ଜୀବନସାଥୀ ହିଁ ସବୁଠାରୁ ବଡ଼ ଅବଲମ୍ବନ । ତେଣୁ ଏହି ପବିତ୍ର ସମ୍ପର୍କକୁ ଯତ୍ନର ସହ ଲାଳନ ପାଳନ କରିବା ଆବଶ୍ୟକ । ପରସ୍ପରର ତ୍ରୁଟିକୁ କ୍ଷମା କରି, ଗୁଣକୁ ପ୍ରଶଂସା କରି ଆଗକୁ (375, 1868, 605, 2281)
india-map-icon (1435, 11, 1483, 61)
solution-grid-cell: 3 (1459, 2002, 1474, 2017)
sudoku-grid-wrap (1150, 1642, 1470, 1962)
solution-grid-cell: 1 (1361, 2084, 1375, 2098)
solution-grid-cell: 6 (1345, 2100, 1359, 2115)
sudoku-grid-cell: 4 (1151, 1749, 1187, 1785)
sudoku-grid-cell (1399, 1749, 1434, 1785)
sudoku-grid-cell (1187, 1785, 1222, 1820)
sudoku-grid-cell: 6 (1151, 1855, 1187, 1891)
sudoku-grid-cell (1293, 1820, 1328, 1856)
solution-grid-cell: 8 (1328, 2084, 1343, 2098)
sudoku-grid-cell (1187, 1926, 1222, 1962)
section-divider (8, 1116, 1128, 1118)
sudoku-grid-cell (1399, 1679, 1434, 1714)
sudoku-grid-cell (1293, 1891, 1328, 1926)
magenta-reg-mark (282, 2317, 298, 2333)
sudoku-grid-cell (1293, 1643, 1328, 1679)
solution-grid-cell: 7 (1459, 2035, 1474, 2049)
